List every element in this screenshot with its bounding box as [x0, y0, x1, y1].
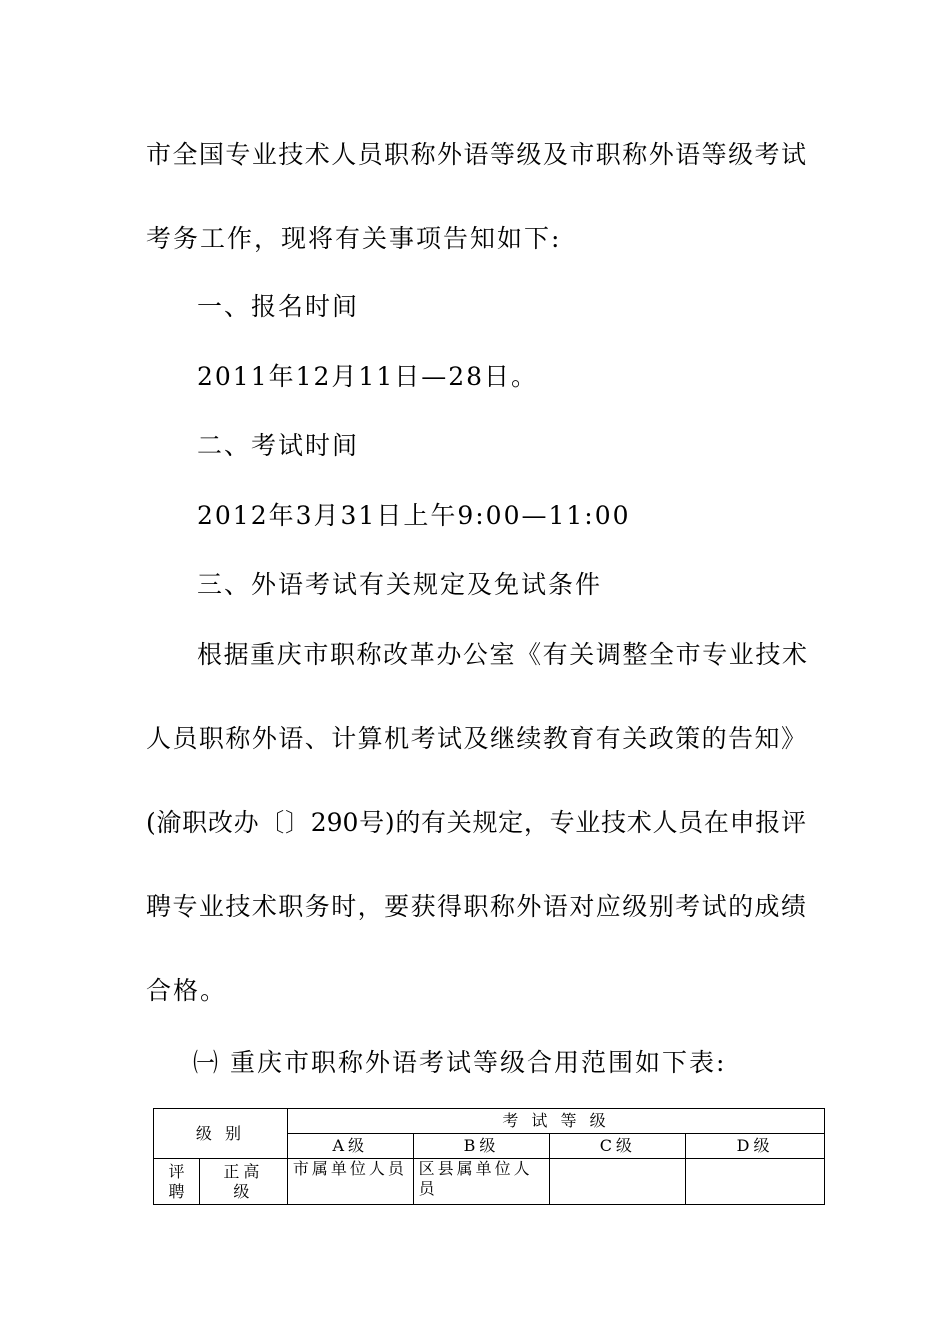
paragraph-line: 根据重庆市职称改革办公室《有关调整全市专业技术 — [197, 640, 807, 669]
exam-date: 2012年3月31日上午9:00—11:00 — [197, 501, 631, 530]
paragraph-line: 合格。 — [146, 976, 228, 1005]
table-cell-title: 正高级 — [199, 1159, 287, 1205]
table-row — [154, 1159, 825, 1205]
table-cell-grade-a: 市属单位人员 — [287, 1159, 413, 1205]
exam-grade-table — [153, 1108, 825, 1205]
table-cell-category: 评聘 — [154, 1159, 200, 1205]
paragraph-line: 人员职称外语、计算机考试及继续教育有关政策的告知》 — [146, 724, 806, 753]
table-cell-grade-b: 区县属单位人员 — [413, 1159, 550, 1205]
table-header-level: 级 别 — [154, 1109, 288, 1159]
section-heading-exam-time: 二、考试时间 — [197, 431, 360, 460]
table-cell-grade-d — [686, 1159, 825, 1205]
table-header-exam-grade: 考 试 等 级 — [287, 1109, 824, 1134]
section-heading-rules: 三、外语考试有关规定及免试条件 — [197, 570, 603, 599]
paragraph-line: 市全国专业技术人员职称外语等级及市职称外语等级考试 — [146, 140, 806, 169]
table-cell-grade-c — [550, 1159, 686, 1205]
table-header-grade-d: D级 — [686, 1134, 825, 1159]
paragraph-line: 聘专业技术职务时，要获得职称外语对应级别考试的成绩 — [146, 892, 806, 921]
subsection-heading: ㈠ 重庆市职称外语考试等级合用范围如下表: — [193, 1048, 727, 1077]
paragraph-line: (渝职改办〔〕290号)的有关规定，专业技术人员在申报评 — [146, 808, 806, 837]
table-header-grade-b: B级 — [413, 1134, 550, 1159]
table-header-grade-c: C级 — [550, 1134, 686, 1159]
section-heading-registration: 一、报名时间 — [197, 292, 360, 321]
registration-date: 2011年12月11日—28日。 — [197, 362, 539, 391]
paragraph-line: 考务工作，现将有关事项告知如下: — [146, 224, 562, 253]
table-header-grade-a: A级 — [287, 1134, 413, 1159]
